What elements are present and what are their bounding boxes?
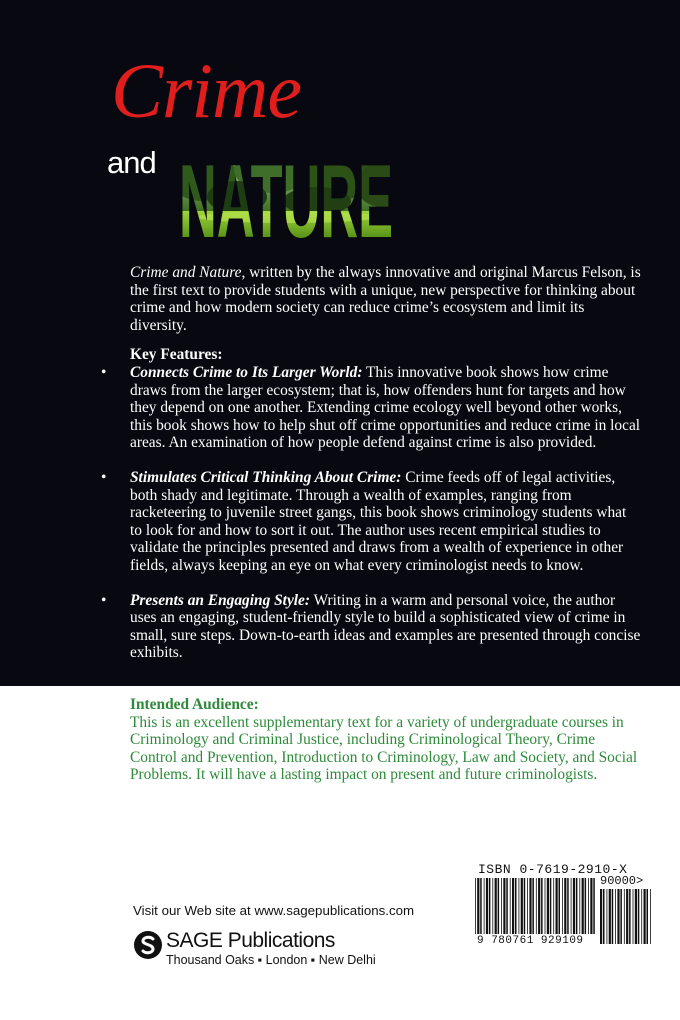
feature-heading: Presents an Engaging Style:: [130, 591, 311, 609]
barcode-bar: [633, 889, 634, 944]
barcode-bar: [489, 878, 491, 934]
barcode-bar: [536, 878, 537, 934]
feature-text: Crime feeds off of legal activities, both shady and legitimate. Through a wealth of examples, ranging from racketeering to juvenile street gangs, this book shows criminology students what to look for and how to sort it out. The author uses recent empirical studies to validate the principles presented and draws from a wealth of experience in other fields, always keeping an eye on what every criminologist needs to know.: [130, 468, 627, 574]
barcode-bar: [593, 878, 595, 934]
barcode-bar: [475, 878, 476, 934]
feature-item: [101, 363, 642, 452]
bullet: •: [101, 591, 107, 609]
barcode-bar: [609, 889, 611, 944]
barcode-bar: [620, 889, 622, 944]
barcode-bar: [506, 878, 508, 934]
intro-paragraph: [130, 264, 642, 334]
bullet: •: [101, 363, 107, 381]
barcode-bar: [629, 889, 631, 944]
barcode-bar: [582, 878, 584, 934]
feature-text: Writing in a warm and personal voice, the author uses an engaging, student-friendly style to build a sophisticated view of crime in small, sure steps. Down-to-earth ideas and examples are presented through concise exhibits.: [130, 591, 641, 662]
audience-title: Intended Audience:: [130, 696, 259, 713]
barcode-bar: [635, 889, 637, 944]
description-block: [101, 264, 642, 662]
barcode-bar: [576, 878, 578, 934]
feature-heading: Connects Crime to Its Larger World:: [130, 363, 363, 381]
barcode-bar: [617, 889, 619, 944]
barcode-bar: [556, 878, 558, 934]
barcode-bar: [624, 889, 625, 944]
barcode-bar: [524, 878, 526, 934]
barcode-bar: [527, 878, 528, 934]
barcode-bar: [538, 878, 540, 934]
feature-text: This innovative book shows how crime draws from the larger ecosystem; that is, how offenders hunt for targets and how they depend on one another. Extending crime ecology well beyond other works, this book shows how to help shut off crime opportunities and reduce crime in local areas. An examination of how people defend against crime is also provided.: [130, 363, 641, 452]
barcode-bar: [515, 878, 517, 934]
barcode-bar: [519, 878, 520, 934]
barcode-bar: [492, 878, 493, 934]
barcode-bar: [532, 878, 534, 934]
barcode-bar: [590, 878, 592, 934]
barcode-bar: [638, 889, 640, 944]
barcode-bar: [510, 878, 511, 934]
audience-text: This is an excellent supplementary text for a variety of undergraduate courses in Criminology and Criminal Justice, including Criminological Theory, Crime Control and Prevention, Introduction to Criminology, Law and Society, and Social Problems. It will have a lasting impact on present and future criminologists.: [130, 713, 638, 784]
barcode-bar: [571, 878, 572, 934]
title-crime: Crime: [111, 47, 301, 134]
barcode-bar: [615, 889, 616, 944]
isbn-barcode: [474, 878, 596, 934]
intro-title-italic: Crime and Nature: [130, 264, 242, 281]
barcode-bar: [503, 878, 505, 934]
barcode-bar: [547, 878, 549, 934]
barcode-bar: [567, 878, 569, 934]
barcode-bar: [553, 878, 554, 934]
barcode-bar: [588, 878, 589, 934]
barcode-bar: [644, 889, 646, 944]
title-nature-image: [177, 145, 395, 241]
title-and: and: [107, 145, 156, 180]
feature-heading: Stimulates Critical Thinking About Crime:: [130, 468, 402, 486]
sage-logo-icon: [133, 930, 163, 960]
feature-item: [101, 468, 642, 575]
barcode-bar: [498, 878, 500, 934]
barcode-bar: [573, 878, 575, 934]
barcode-bar: [626, 889, 628, 944]
barcode-bar: [641, 889, 642, 944]
barcode-bar: [521, 878, 523, 934]
barcode-bar: [603, 889, 605, 944]
price-barcode: [599, 889, 652, 944]
barcode-bar: [612, 889, 614, 944]
website-line: Visit our Web site at www.sagepublications.com: [133, 903, 415, 918]
barcode-number: 9 780761 929109: [477, 935, 584, 947]
barcode-bar: [562, 878, 563, 934]
barcode-bar: [559, 878, 561, 934]
barcode-bar: [579, 878, 580, 934]
barcode-bar: [484, 878, 485, 934]
barcode-bar: [647, 889, 649, 944]
barcode-bar: [650, 889, 651, 944]
barcode-bar: [545, 878, 546, 934]
feature-item: [101, 591, 642, 662]
barcode-bar: [480, 878, 482, 934]
publisher-cities: Thousand Oaks ▪ London ▪ New Delhi: [166, 953, 376, 967]
barcode-bar: [477, 878, 479, 934]
barcode-bar: [486, 878, 488, 934]
barcode-bar: [495, 878, 497, 934]
barcode-bar: [600, 889, 602, 944]
barcode-bar: [512, 878, 514, 934]
publisher-name: SAGE Publications: [166, 929, 335, 952]
intended-audience-block: [130, 696, 640, 784]
barcode-bar: [550, 878, 552, 934]
barcode-bar: [529, 878, 531, 934]
barcode-bar: [607, 889, 608, 944]
barcode-bar: [564, 878, 566, 934]
barcode-bar: [585, 878, 587, 934]
intro-text: , written by the always innovative and original Marcus Felson, is the first text to provide students with a unique, new perspective for thinking about crime and how modern society can reduce crime’s ecosystem and limit its diversity.: [130, 264, 641, 334]
price-code-label: 90000>: [600, 874, 644, 888]
bullet: •: [101, 468, 107, 486]
key-features-title: Key Features:: [130, 346, 223, 364]
barcode-bar: [541, 878, 543, 934]
barcode-bar: [501, 878, 502, 934]
isbn-label: ISBN 0-7619-2910-X: [478, 862, 628, 877]
